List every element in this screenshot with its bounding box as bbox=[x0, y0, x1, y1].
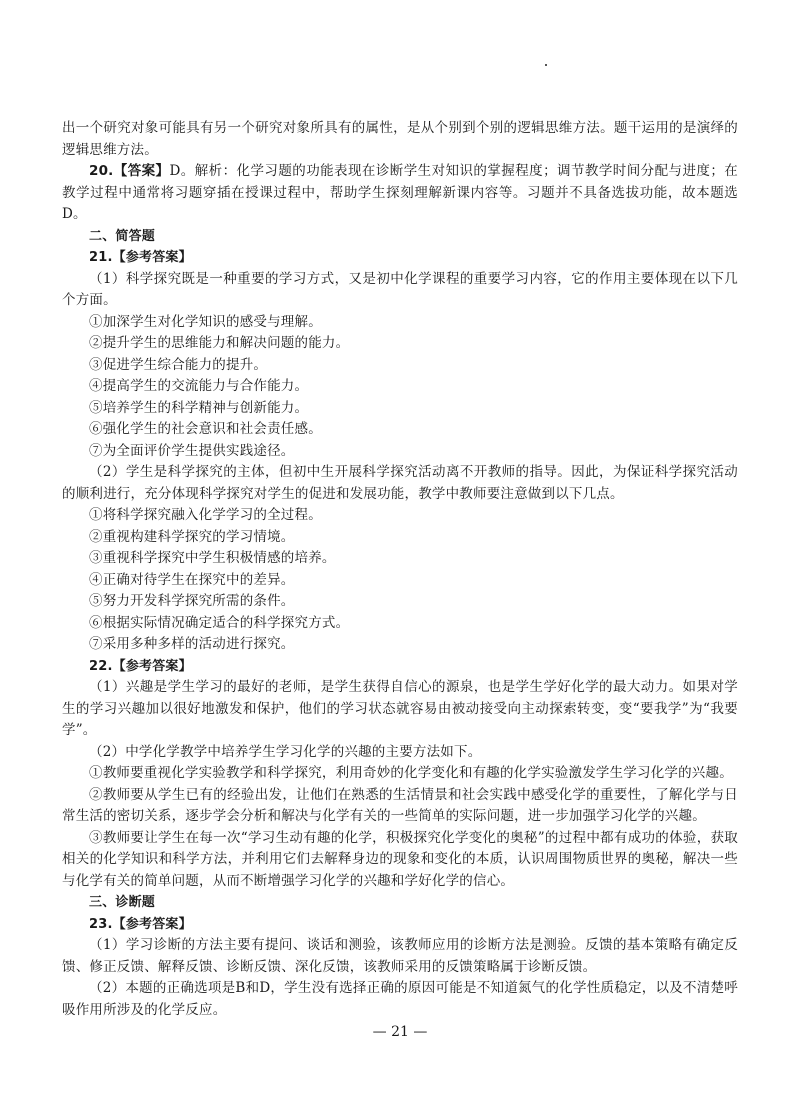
answer-21-list2 bbox=[62, 505, 738, 656]
page-number: — 21 — bbox=[372, 1024, 428, 1040]
section-heading-diagnosis: 三、诊断题 bbox=[89, 895, 156, 910]
list-item: ③促进学生综合能力的提升。 bbox=[89, 356, 268, 373]
section-heading-short-answer: 二、简答题 bbox=[89, 228, 156, 244]
list-item: ③重视科学探究中学生积极情感的培养。 bbox=[89, 550, 336, 566]
answer-21-label: 21.【参考答案】 bbox=[89, 250, 192, 265]
list-item: ②提升学生的思维能力和解决问题的能力。 bbox=[89, 335, 350, 351]
scan-speck bbox=[545, 64, 547, 66]
list-item: ⑦为全面评价学生提供实践途径。 bbox=[89, 442, 295, 459]
paragraph-continued: 出一个研究对象可能具有另一个研究对象所具有的属性，是从个别到个别的逻辑思维方法。题干运用的是演绎的逻辑思维方法。 bbox=[62, 120, 738, 158]
list-item: ⑥强化学生的社会意识和社会责任感。 bbox=[89, 421, 322, 437]
list-item: ①加深学生对化学知识的感受与理解。 bbox=[89, 313, 322, 330]
list-item: ⑥根据实际情况确定适合的科学探究方式。 bbox=[89, 614, 350, 631]
list-item: ④提高学生的交流能力与合作能力。 bbox=[89, 378, 309, 394]
document-page bbox=[62, 118, 738, 1021]
answer-22-point1: ①教师要重视化学实验教学和科学探究，利用奇妙的化学变化和有趣的化学实验激发学生学习化学的兴趣。 bbox=[89, 765, 733, 781]
answer-22-point3: ③教师要让学生在每一次“学习生动有趣的化学，积极探究化学变化的奥秘”的过程中都有成功的体验，获取相关的化学知识和科学方法，并利用它们去解释身边的现象和变化的本质，认识周围物质世界的奥秘，解决一些与化学有关的简单问题，从而不断增强学习化学的兴趣和学好化学的信心。 bbox=[62, 829, 738, 889]
answer-22-point2: ②教师要从学生已有的经验出发，让他们在熟悉的生活情景和社会实践中感受化学的重要性，了解化学与日常生活的密切关系，逐步学会分析和解决与化学有关的一些简单的实际问题，进一步加强学习化学的兴趣。 bbox=[62, 786, 738, 824]
answer-20-text: D。解析：化学习题的功能表现在诊断学生对知识的掌握程度；调节教学时间分配与进度；在教学过程中通常将习题穿插在授课过程中，帮助学生探刻理解新课内容等。习题并不具备选拔功能，故本题选D。 bbox=[62, 163, 738, 222]
answer-21-part1: （1）科学探究既是一种重要的学习方式，又是初中化学课程的重要学习内容，它的作用主要体现在以下几个方面。 bbox=[62, 270, 738, 308]
answer-21-part2: （2）学生是科学探究的主体，但初中生开展科学探究活动离不开教师的指导。因此，为保证科学探究活动的顺利进行，充分体现科学探究对学生的促进和发展功能，教学中教师要注意做到以下几点。 bbox=[62, 464, 738, 502]
answer-23-part2: （2）本题的正确选项是B和D，学生没有选择正确的原因可能是不知道氮气的化学性质稳定，以及不清楚呼吸作用所涉及的化学反应。 bbox=[62, 980, 738, 1018]
answer-23-label: 23.【参考答案】 bbox=[89, 916, 192, 932]
list-item: ①将科学探究融入化学学习的全过程。 bbox=[89, 507, 322, 523]
answer-22-part2: （2）中学化学教学中培养学生学习化学的兴趣的主要方法如下。 bbox=[89, 743, 482, 760]
list-item: ⑤努力开发科学探究所需的条件。 bbox=[89, 593, 295, 609]
list-item: ⑦采用多种多样的活动进行探究。 bbox=[89, 636, 295, 652]
list-item: ④正确对待学生在探究中的差异。 bbox=[89, 571, 295, 588]
list-item: ⑤培养学生的科学精神与创新能力。 bbox=[89, 399, 309, 416]
answer-23-part1: （1）学习诊断的方法主要有提问、谈话和测验，该教师应用的诊断方法是测验。反馈的基本策略有确定反馈、修正反馈、解释反馈、诊断反馈、深化反馈，该教师采用的反馈策略属于诊断反馈。 bbox=[62, 937, 738, 975]
list-item: ②重视构建科学探究的学习情境。 bbox=[89, 528, 295, 545]
answer-21-list1 bbox=[62, 312, 738, 463]
answer-20-label: 20.【答案】 bbox=[89, 163, 170, 179]
answer-22-part1: （1）兴趣是学生学习的最好的老师，是学生获得自信心的源泉，也是学生学好化学的最大动力。如果对学生的学习兴趣加以很好地激发和保护，他们的学习状态就容易由被动接受向主动探索转变，变“要我学”为“我要学”。 bbox=[62, 679, 738, 738]
answer-20 bbox=[62, 161, 738, 226]
answer-22-label: 22.【参考答案】 bbox=[89, 658, 192, 674]
